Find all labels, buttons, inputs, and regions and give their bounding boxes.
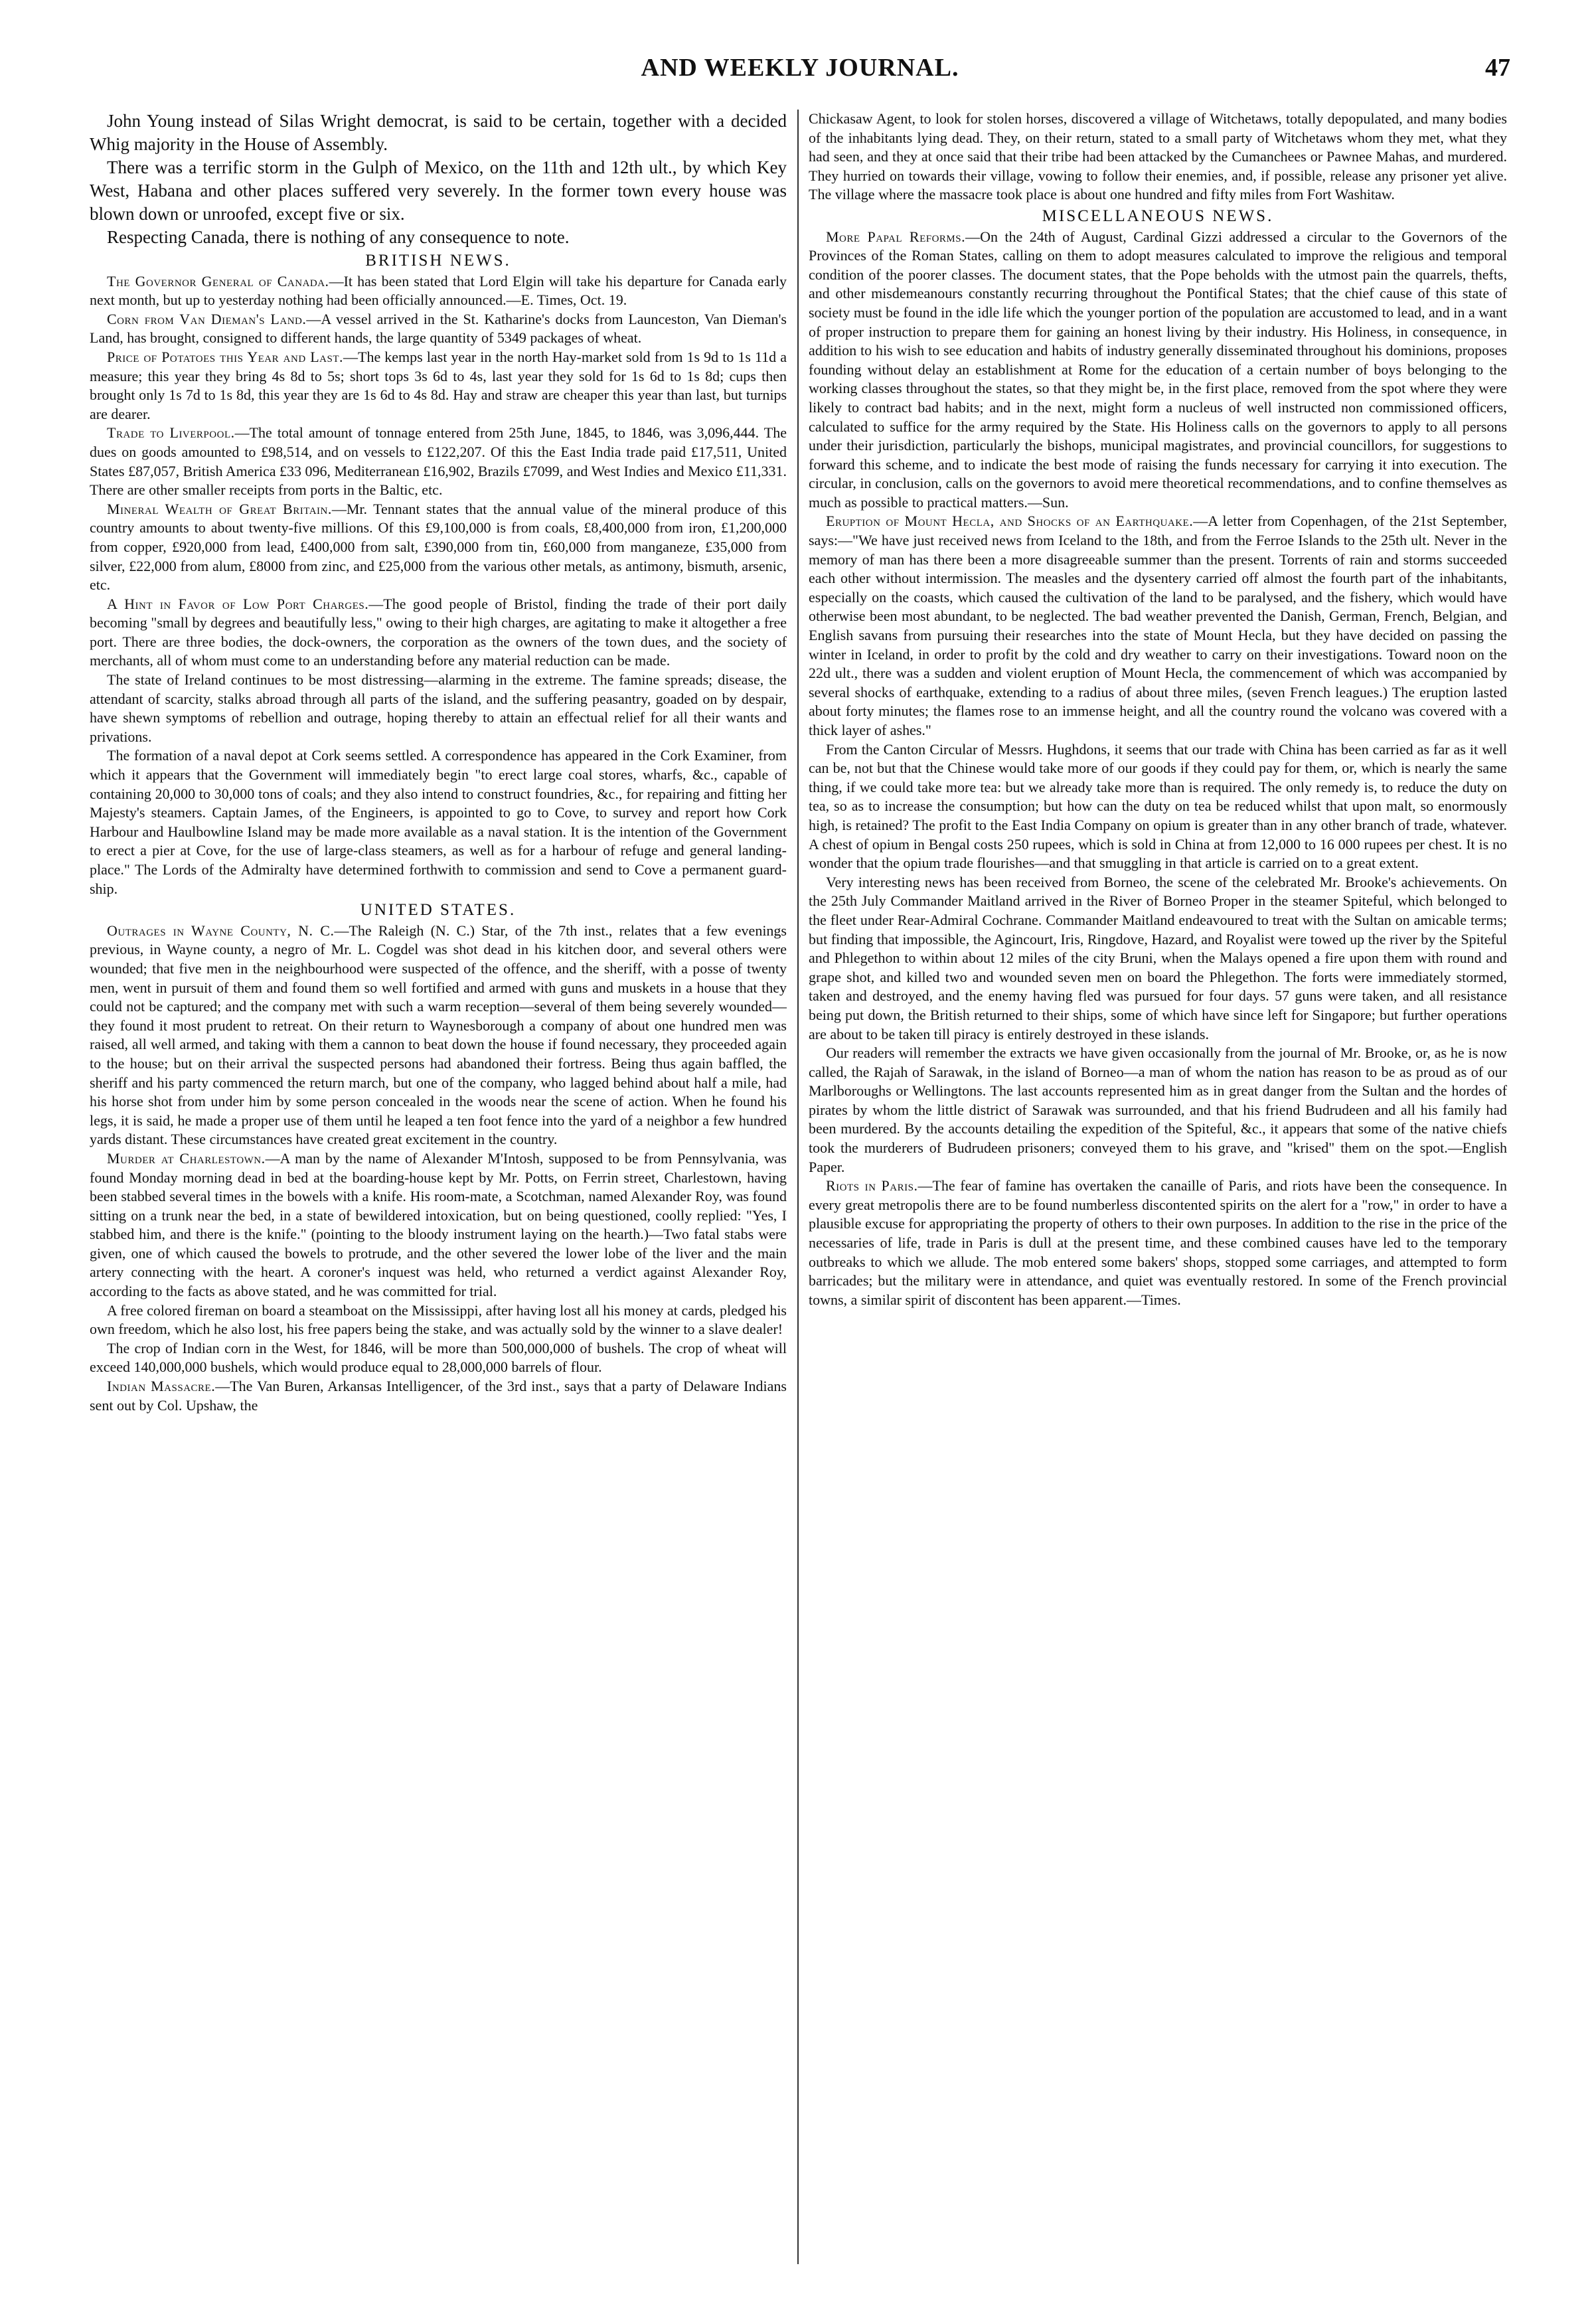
article-heading: Eruption of Mount Hecla, and Shocks of an Earthquake. — [826, 513, 1194, 530]
article-body: —A man by the name of Alexander M'Intosh, supposed to be from Pennsylvania, was found Monday morning dead in bed at the boarding-house kept by Mr. Potts, on Ferrin street, Charlestown, having been stabbed several times in the bowels with a knife. His room-mate, a Scotchman, named Alexander Roy, was found sitting on a trunk near the bed, in a state of bewildered intoxication, but on being questioned, coolly replied: "Yes, I stabbed him, and there is the knife." (pointing to the bloody instrument laying on the hearth.)—Two fatal stabs were given, one of which caused the bowels to protrude, and the other severed the lower lobe of the liver and the main artery connecting with the heart. A coroner's inquest was held, who returned a verdict against Alexander Roy, according to the facts as above stated, and he was committed for trial. — [90, 1149, 787, 1300]
paragraph: Respecting Canada, there is nothing of any consequence to note. — [107, 227, 570, 247]
paragraph: John Young instead of Silas Wright democrat, is said to be certain, together with a decided Whig majority in the House of Assembly. — [90, 111, 787, 154]
article — [90, 1149, 787, 1301]
article-heading: Trade to Liverpool. — [107, 424, 235, 442]
article-heading: A Hint in Favor of Low Port Charges. — [107, 595, 369, 612]
paragraph: The state of Ireland continues to be most distressing—alarming in the extreme. The famine spreads; disease, the attendant of scarcity, stalks abroad through all parts of the island, and the suffering peasantry, goaded on by despair, have shewn symptoms of rebellion and outrage, hoping thereby to attain an effectual relief for all their wants and privations. — [90, 671, 787, 745]
article — [90, 595, 787, 671]
paragraph: Our readers will remember the extracts we have given occasionally from the journal of Mr. Brooke, or, as he is now called, the Rajah of Sarawak, in the island of Borneo—a man of whom the nation has reason to be as proud as of our Marlboroughs or Wellingtons. The last accounts represented him as in great danger from the Sultan and the hordes of pirates by whom the little district of Sarawak was surrounded, and that his friend Budrudeen and all his family had been murdered. By the accounts detailing the expedition of the Spiteful, &c., it appears that some of the native chiefs took the murderers of Budrudeen prisoners; conveyed them to his grave, and "krised" them on the spot.—English Paper. — [809, 1044, 1507, 1175]
article — [809, 1177, 1507, 1309]
paragraph: The crop of Indian corn in the West, for 1846, will be more than 500,000,000 of bushels. The crop of wheat will exceed 140,000,000 bushels, which would produce equal to 28,000,000 barrels of flour. — [90, 1339, 787, 1376]
section-heading-united-states: UNITED STATES. — [360, 901, 517, 920]
right-column — [809, 110, 1507, 2274]
article-heading: More Papal Reforms. — [826, 228, 966, 245]
article-heading: Indian Massacre. — [107, 1378, 216, 1395]
article-body: —The fear of famine has overtaken the canaille of Paris, and riots have been the consequence. In every great metropolis there are to be found numberless discontented spirits on the alert for a "row," in order to have a plausible excuse for appropriating the property of others to their own purposes. In addition to the rise in the price of the necessaries of life, trade in Paris is dull at the present time, and these combined causes have led to the temporary outbreaks to which we allude. The mob entered some bakers' shops, stopped some carriages, and attempted to form barricades; but the military were in attendance, and quiet was eventually restored. In some of the French provincial towns, a similar spirit of discontent has been apparent.—Times. — [809, 1177, 1507, 1308]
article — [90, 310, 787, 348]
article-body: —On the 24th of August, Cardinal Gizzi addressed a circular to the Governors of the Provinces of the Roman States, calling on them to adopt measures calculated to improve the religious and temporal condition of the poorer classes. The document states, that the Pope beholds with the utmost pain the quarrels, thefts, and other misdemeanours constantly recurring throughout the Pontifical States; that the chief cause of this state of society must be found in the idle life which the younger portion of the population are accustomed to lead, and in a want of proper instruction to prepare them for gaining an honest living by their industry. His Holiness, in consequence, in addition to his wish to see education and habits of industry generally disseminated throughout his dominions, proposes founding without delay an establishment at Rome for the education of a certain number of boys belonging to the working classes throughout the states, so that they might be, in the first place, removed from the spot where they were likely to contract bad habits; and in the next, might form a nucleus of well instructed non commissioned officers, calculated to suffice for the army required by the State. His Holiness calls on the governors to apply to all persons under their jurisdiction, particularly the bishops, municipal magistrates, and provincial councillors, for suggestions to forward this scheme, and to indicate the best mode of raising the funds necessary for carrying it into execution. The circular, in conclusion, calls on the governors to avoid mere theoretical recommendations, and to confine themselves as much as possible to practical matters.—Sun. — [809, 228, 1507, 511]
column-rule — [797, 110, 799, 2264]
running-title: AND WEEKLY JOURNAL. — [641, 54, 959, 82]
article — [90, 500, 787, 595]
page-number: 47 — [1485, 54, 1510, 82]
article-body: —The Raleigh (N. C.) Star, of the 7th inst., relates that a few evenings previous, in Wayne county, a negro of Mr. L. Cogdel was shot dead in his kitchen door, and several others were wounded; that five men in the neighbourhood were suspected of the offence, and the sheriff, with a posse of twenty men, went in pursuit of them and found them so well fortified and armed with guns and muskets in a house that they could not be captured; and the company met with such a warm reception—several of them being severely wounded—they found it most prudent to retreat. On their return to Waynesborough a company of about one hundred men was raised, all well armed, and taking with them a cannon to beat down the house if found necessary, they proceeded again to the house; but on their arrival the suspected persons had abandoned their fortress. Being thus again baffled, the sheriff and his party commenced the return march, but one of the company, who lagged behind about half a mile, had his horse shot from under him by some person concealed in the woods near the scene of action. When he found his legs, it is said, he made a proper use of them until he leaped a ten foot fence into the yard of a neighbor a few hundred yards distant. These circumstances have created great excitement in the country. — [90, 922, 787, 1148]
article — [90, 272, 787, 310]
article-heading: Riots in Paris. — [826, 1177, 918, 1194]
paragraph: Very interesting news has been received from Borneo, the scene of the celebrated Mr. Brooke's achievements. On the 25th July Commander Maitland arrived in the River of Borneo Proper in the steamer Spiteful, which belonged to the fleet under Rear-Admiral Cochrane. Commander Maitland endeavoured to treat with the Sultan on amicable terms; but finding that impossible, the Agincourt, Iris, Ringdove, Hazard, and Royalist were towed up the river by the Spiteful and Phlegethon to within about 12 miles of the city Bruni, when the Malays opened a fire upon them with round and grape shot, and killed two and wounded seven men on board the Phlegethon. The forts were immediately stormed, taken and destroyed, and the enemy having fled was pursued for four days. 57 guns were taken, and all resistance being put down, the British returned to their ships, some of which have since left for Singapore; but further operations are about to be taken till piracy is entirely destroyed in these islands. — [809, 873, 1507, 1042]
article-body: —Mr. Tennant states that the annual value of the mineral produce of this country amounts to about twenty-five millions. Of this £9,100,000 is from coals, £8,400,000 from iron, £1,200,000 from copper, £920,000 from lead, £400,000 from salt, £390,000 from tin, £60,000 from manganeze, £35,000 from silver, £22,000 from alum, £8000 from zinc, and £25,000 from the various other metals, as antimony, bismuth, arsenic, etc. — [90, 500, 787, 594]
article-heading: Outrages in Wayne County, N. C. — [107, 922, 335, 939]
article-body: —The total amount of tonnage entered from 25th June, 1845, to 1846, was 3,096,444. The dues on goods amounted to £98,514, and on vessels to £122,207. Of this the East India trade paid £17,511, United States £87,057, British America £33 096, Mediterranean £16,902, Brazils £7099, and West Indies and Mexico £11,331. There are other smaller receipts from ports in the Baltic, etc. — [90, 424, 787, 499]
article — [90, 1377, 787, 1415]
article-body: —The Van Buren, Arkansas Intelligencer, of the 3rd inst., says that a party of Delaware Indians sent out by Col. Upshaw, the — [90, 1378, 787, 1414]
article-heading: Price of Potatoes this Year and Last. — [107, 348, 344, 365]
article-body: —It has been stated that Lord Elgin will take his departure for Canada early next month, but up to yesterday nothing had been officially announced.—E. Times, Oct. 19. — [90, 272, 787, 309]
article-heading: Mineral Wealth of Great Britain. — [107, 500, 332, 517]
article-body: —A letter from Copenhagen, of the 21st September, says:—"We have just received news from Iceland to the 18th, and from the Ferroe Islands to the 25th ult. Never in the memory of man has there been a more disagreeable summer than the present. Torrents of rain and storms succeeded each other without intermission. The measles and the dysentery carried off almost the fourth part of the inhabitants, especially on the coasts, which caused the cultivation of the land to be paralysed, and the fishery, which would have otherwise been most abundant, to be neglected. The bad weather prevented the Danish, German, French, Belgian, and English savans from pursuing their researches into the state of Mount Hecla, but they have decided on passing the winter in Iceland, in order to profit by the cold and dry weather to carry on their investigations. Toward noon on the 22d ult., there was a sudden and violent eruption of Mount Hecla, the commencement of which was accompanied by several shocks of earthquake, extending to a radius of about three miles, (seven French leagues.) The eruption lasted about forty minutes; the flames rose to an immense height, and all the country round the volcano was covered with a thick layer of ashes." — [809, 513, 1507, 738]
article-heading: The Governor General of Canada. — [107, 272, 329, 289]
article — [90, 424, 787, 499]
article — [809, 512, 1507, 740]
section-heading-british-news: BRITISH NEWS. — [365, 252, 511, 270]
article-body: —The good people of Bristol, finding the trade of their port daily becoming "small by degrees and beautifully less," owing to their high charges, are agitating to make it altogether a free port. There are three bodies, the dock-owners, the corporation as the owners of the town dues, and the society of merchants, all of whom must come to an understanding before any material reduction can be made. — [90, 595, 787, 669]
paragraph: There was a terrific storm in the Gulph of Mexico, on the 11th and 12th ult., by which Key West, Habana and other places suffered very severely. In the former town every house was blown down or unroofed, except five or six. — [90, 157, 787, 224]
paragraph: From the Canton Circular of Messrs. Hughdons, it seems that our trade with China has been carried as far as it well can be, not but that the Chinese would take more of our goods if they could pay for them, or, which is nearly the same thing, if we could take more tea: but we already take more than is required. The only remedy is, to reduce the duty on tea, so as to increase the consumption; but how can the duty on tea be reduced whilst that upon malt, so enormously high, is retained? The profit to the East India Company on opium is greater than in any other branch of trade, whatever. A chest of opium in Bengal costs 250 rupees, which is sold in China at from 12,000 to 16 000 rupees per chest. It is no wonder that the opium trade flourishes—and that smuggling in that article is carried on to a great extent. — [809, 740, 1507, 872]
page-header — [90, 53, 1510, 93]
paragraph: The formation of a naval depot at Cork seems settled. A correspondence has appeared in the Cork Examiner, from which it appears that the Government will immediately begin "to erect large coal stores, wharfs, &c., capable of containing 20,000 to 30,000 tons of coals; and they also intend to construct foundries, &c., for repairing and fitting her Majesty's steamers. Captain James, of the Engineers, is appointed to go to Cove, to survey and report how Cork Harbour and Haulbowline Island may be made more available as a naval station. It is the intention of the Government to erect a pier at Cove, for the use of large-class steamers, as well as for a harbour of refuge and general landing-place." The Lords of the Admiralty have determined forthwith to commission and send to Cove a permanent guard-ship. — [90, 747, 787, 897]
paragraph: Chickasaw Agent, to look for stolen horses, discovered a village of Witchetaws, totally depopulated, and many bodies of the inhabitants lying dead. They, on their return, stated to a small party of Witchetaws whom they met, what they had seen, and they at once said that their tribe had been attacked by the Cumanchees or Pawnee Mahas, and murdered. They hurried on towards their village, vowing to follow their enemies, and, if possible, release any prisoner yet alive. The village where the massacre took place is about one hundred and fifty miles from Fort Washitaw. — [809, 110, 1507, 203]
paragraph: A free colored fireman on board a steamboat on the Mississippi, after having lost all his money at cards, pledged his own freedom, which he also lost, his free papers being the stake, and was actually sold by the winner to a slave dealer! — [90, 1301, 787, 1338]
article — [90, 922, 787, 1149]
section-heading-miscellaneous-news: MISCELLANEOUS NEWS. — [1042, 206, 1274, 225]
article — [90, 348, 787, 424]
article-heading: Corn from Van Dieman's Land. — [107, 310, 307, 327]
left-column — [90, 110, 787, 2274]
article — [809, 228, 1507, 513]
article-body: —The kemps last year in the north Hay-market sold from 1s 9d to 1s 11d a measure; this year they bring 4s 8d to 5s; short tops 3s 6d to 4s, last year they sold for 1s 6d to 1s 8d; cups then brought only 1s 7d to 1s 8d, this year they are 1s 6d to 4s 8d. Hay and straw are cheaper this year than last, but turnips are dearer. — [90, 348, 787, 422]
article-body: —A vessel arrived in the St. Katharine's docks from Launceston, Van Dieman's Land, has brought, consigned to different hands, the large quantity of 5349 packages of wheat. — [90, 310, 787, 347]
article-heading: Murder at Charlestown. — [107, 1149, 266, 1167]
